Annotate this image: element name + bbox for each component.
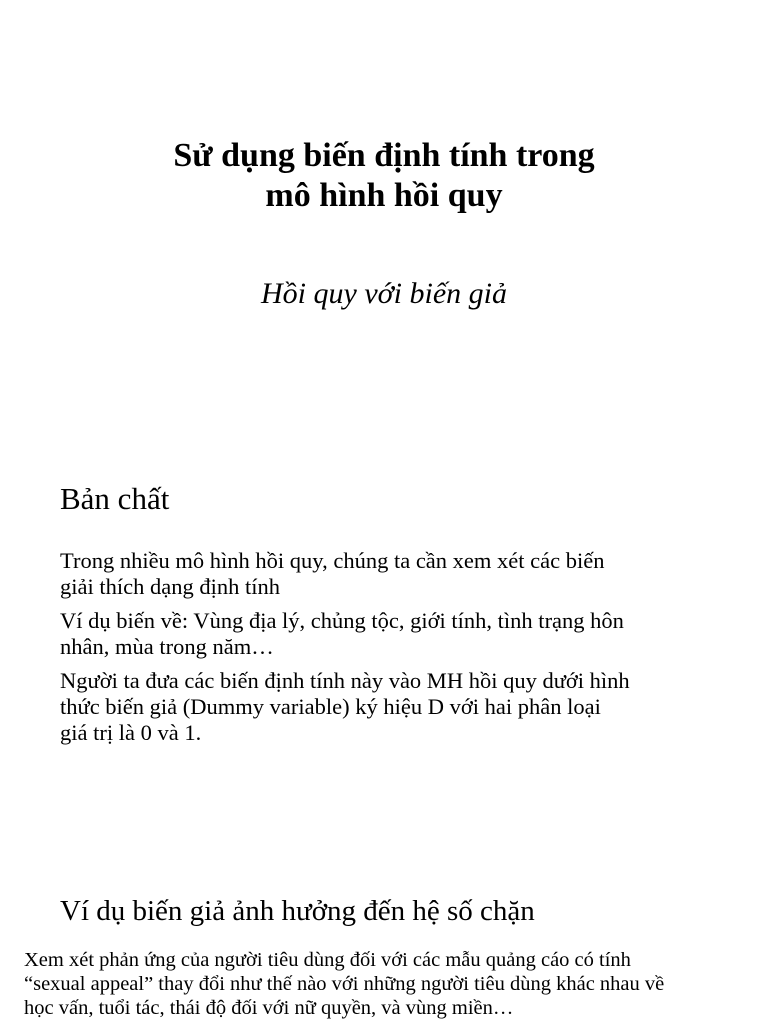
example-line: “sexual appeal” thay đổi như thế nào với những người tiêu dùng khác nhau về [24, 973, 665, 995]
slide-title-line: mô hình hồi quy [265, 177, 503, 214]
slide-title-line: Sử dụng biến định tính trong [173, 137, 595, 174]
paragraph-line: Trong nhiều mô hình hồi quy, chúng ta cần xem xét các biến [60, 548, 605, 573]
paragraph [60, 668, 740, 746]
title-slide [0, 0, 768, 460]
example-body [24, 948, 764, 1020]
slide-subtitle: Hồi quy với biến giả [261, 277, 507, 310]
paragraph-line: Người ta đưa các biến định tính này vào MH hồi quy dưới hình [60, 668, 630, 693]
example-slide [0, 880, 768, 1024]
paragraph-line: giải thích dạng định tính [60, 574, 280, 599]
slide-title [0, 136, 768, 216]
example-line: học vấn, tuổi tác, thái độ đối với nữ quyền, và vùng miền… [24, 997, 514, 1019]
paragraph [60, 548, 740, 600]
section-body [60, 548, 740, 754]
nature-slide [0, 460, 768, 880]
paragraph [60, 608, 740, 660]
section-heading: Ví dụ biến giả ảnh hưởng đến hệ số chặn [60, 895, 535, 927]
paragraph-line: Ví dụ biến về: Vùng địa lý, chủng tộc, giới tính, tình trạng hôn [60, 608, 624, 633]
paragraph-line: thức biến giả (Dummy variable) ký hiệu D với hai phân loại [60, 694, 601, 719]
section-heading: Bản chất [60, 481, 170, 516]
example-line: Xem xét phản ứng của người tiêu dùng đối với các mẫu quảng cáo có tính [24, 949, 631, 971]
paragraph-line: nhân, mùa trong năm… [60, 634, 274, 659]
paragraph-line: giá trị là 0 và 1. [60, 720, 202, 745]
